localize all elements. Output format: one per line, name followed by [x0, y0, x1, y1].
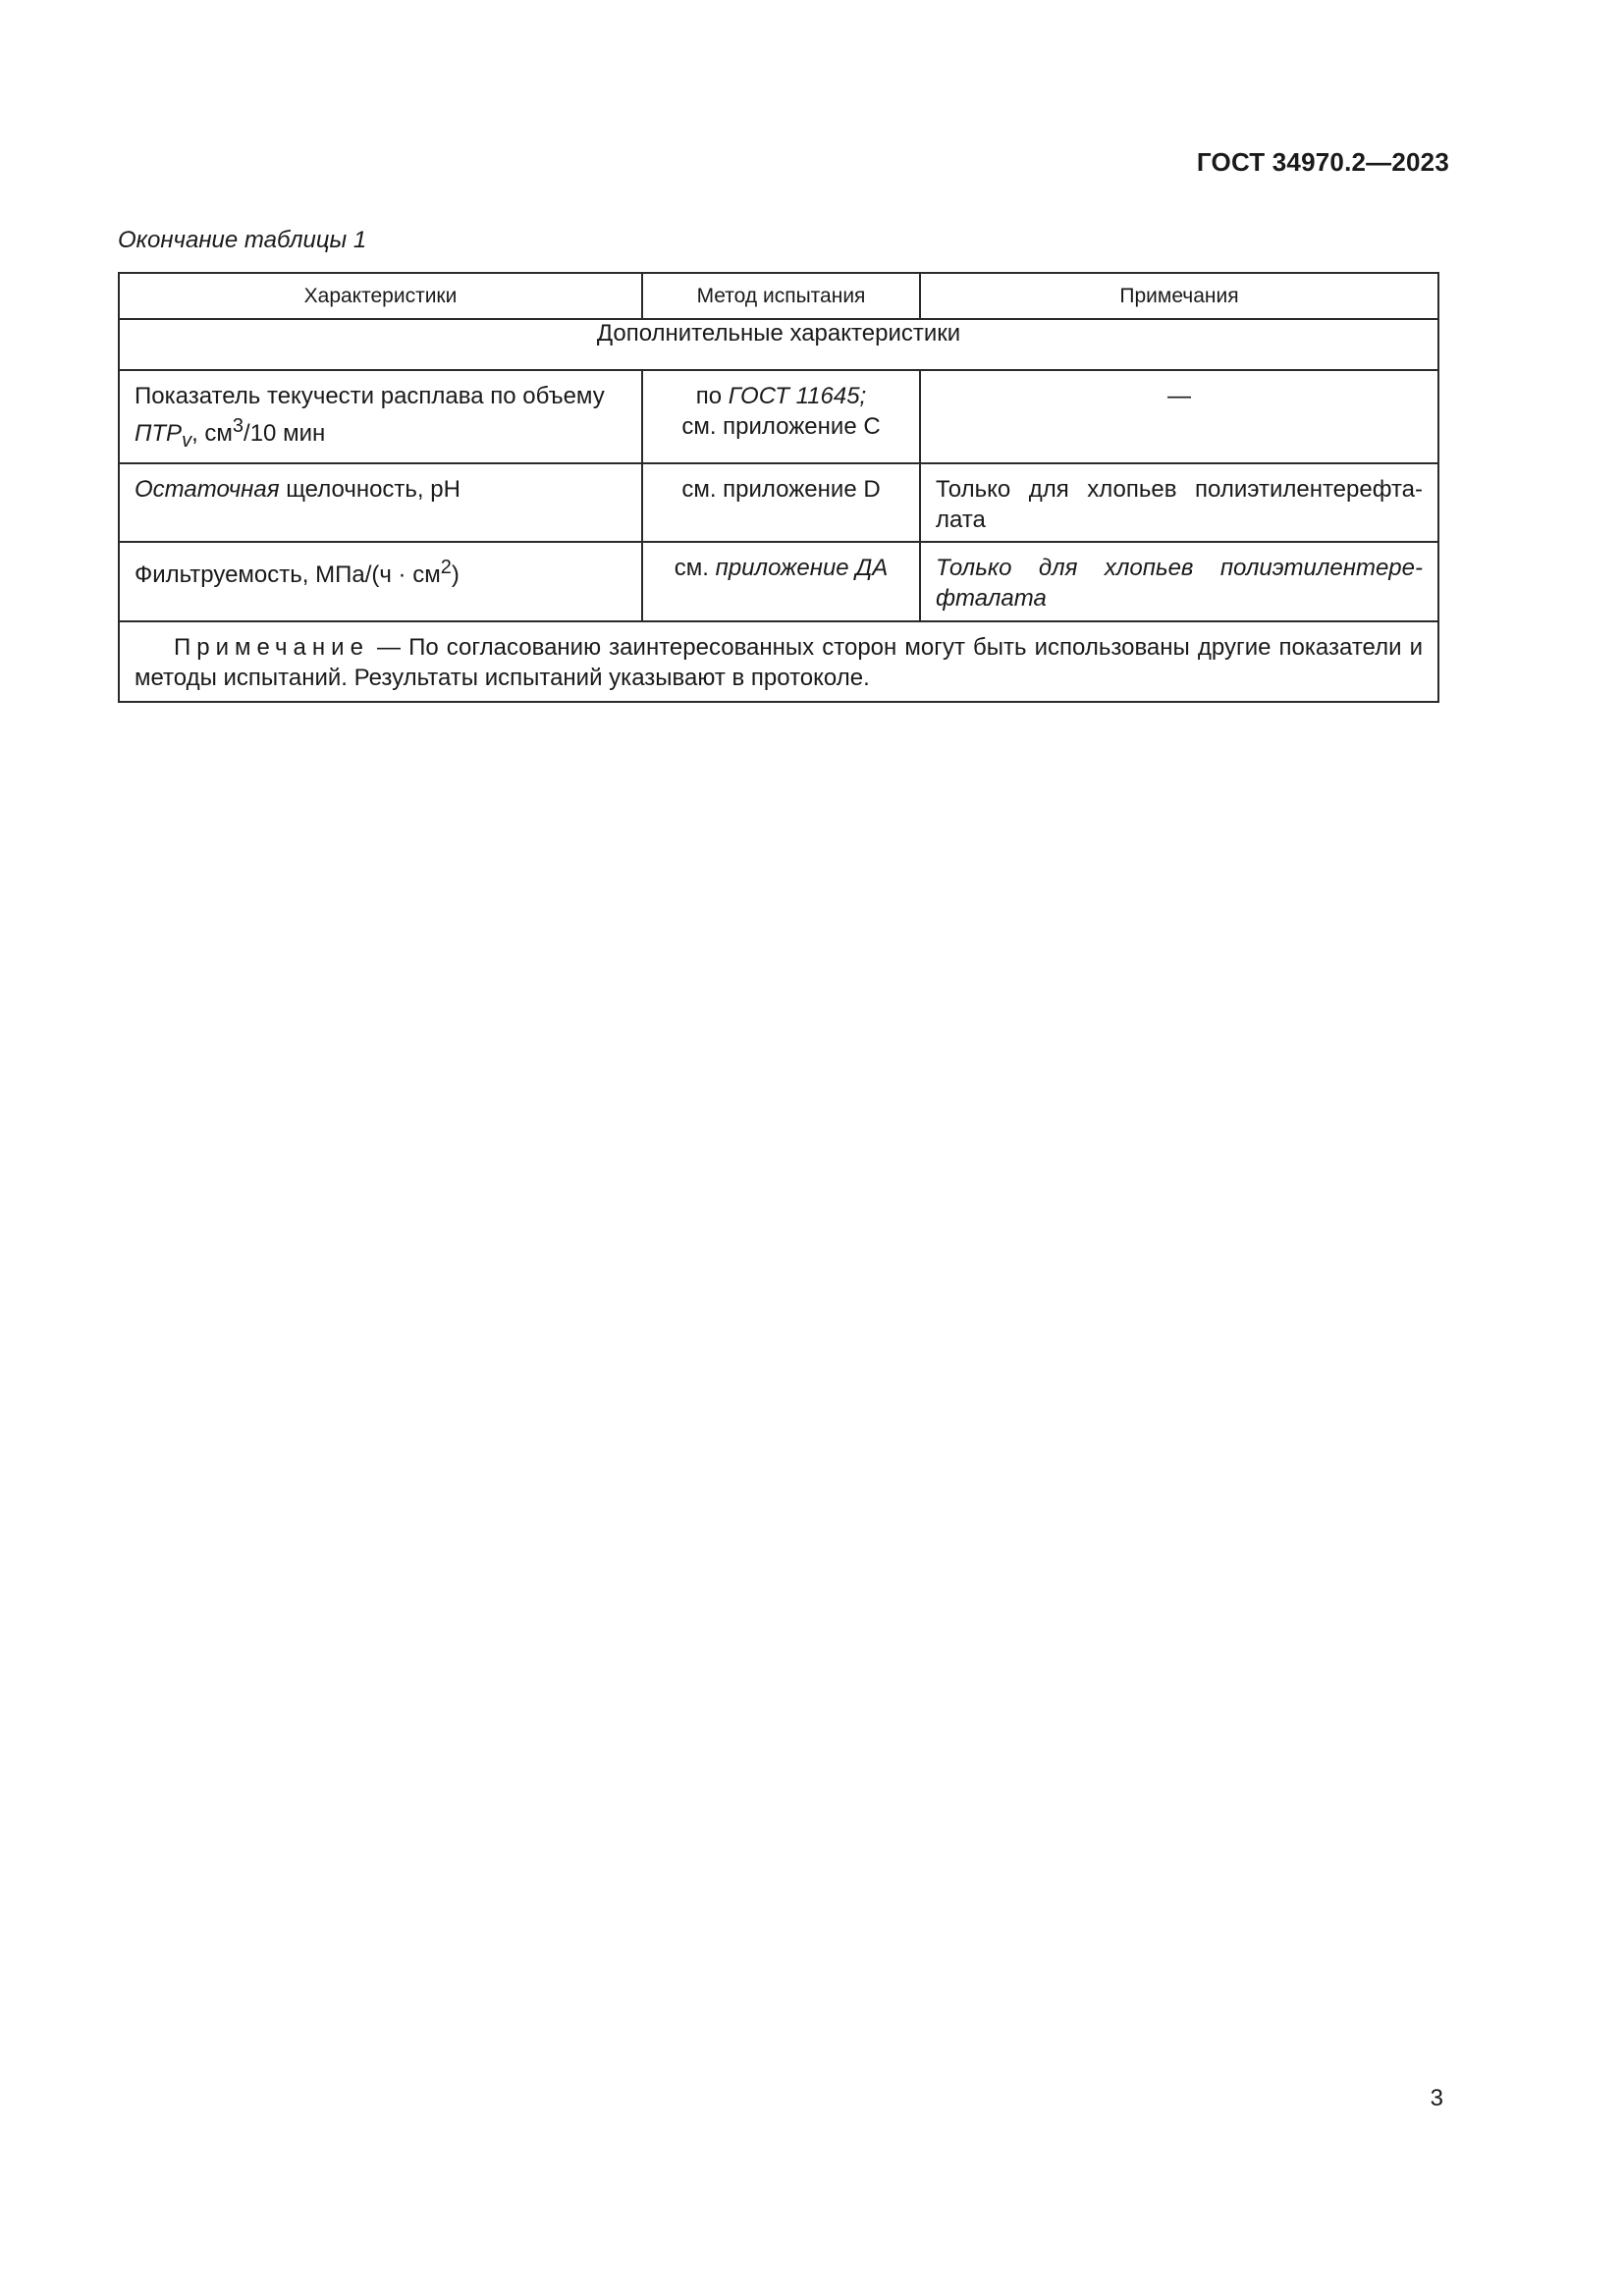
characteristics-table — [118, 272, 1439, 703]
characteristic-symbol: ПТР — [135, 420, 183, 447]
method-cell — [642, 370, 920, 463]
characteristic-text: Фильтруемость, МПа/(ч · см — [135, 561, 441, 588]
method-prefix: см. — [674, 554, 716, 581]
table-caption: Окончание таблицы 1 — [118, 227, 367, 253]
method-cell — [642, 542, 920, 621]
method-cell — [642, 463, 920, 542]
note-cell — [920, 370, 1438, 463]
note-text: Только для хлопьев полиэтилентерефта-лата — [936, 475, 1423, 533]
characteristic-text: щелочность, pH — [279, 475, 460, 503]
table-header-row — [119, 273, 1438, 319]
document-id: ГОСТ 34970.2—2023 — [1196, 147, 1449, 177]
note-cell — [920, 542, 1438, 621]
note-text: Только для хлопьев полиэтилентере-фталата — [936, 554, 1423, 612]
characteristic-unit: , см — [191, 420, 233, 447]
table-row — [119, 463, 1438, 542]
footnote-cell — [119, 621, 1438, 702]
method-text: см. приложение D — [681, 475, 881, 503]
footnote-label: Примечание — [174, 633, 369, 661]
characteristic-italic: Остаточная — [135, 475, 280, 503]
method-reference: ГОСТ 11645; — [728, 383, 867, 409]
characteristic-unit-suffix: /10 мин — [244, 420, 326, 447]
method-prefix: по — [695, 383, 729, 409]
header-test-method: Метод испытания — [642, 273, 920, 319]
characteristic-superscript: 2 — [440, 556, 452, 578]
method-appendix: приложение ДА — [715, 554, 889, 581]
table-row — [119, 542, 1438, 621]
characteristic-cell — [119, 370, 642, 463]
note-dash: — — [1167, 383, 1191, 409]
section-row — [119, 319, 1438, 370]
header-characteristics: Характеристики — [119, 273, 642, 319]
characteristic-text: Показатель текучести расплава по объему — [135, 383, 605, 409]
characteristic-cell — [119, 463, 642, 542]
table-row — [119, 370, 1438, 463]
footnote-text: — По согласованию заинтересованных сторон могут быть использованы другие показатели и методы испытаний. Результаты испытаний указывают в протоколе. — [135, 633, 1423, 691]
characteristic-close: ) — [451, 561, 460, 588]
characteristic-subscript: v — [182, 429, 192, 452]
characteristic-superscript: 3 — [232, 415, 244, 437]
method-appendix: см. приложение С — [681, 413, 881, 440]
note-cell — [920, 463, 1438, 542]
header-notes: Примечания — [920, 273, 1438, 319]
characteristic-cell — [119, 542, 642, 621]
footnote-row — [119, 621, 1438, 702]
section-title: Дополнительные характеристики — [119, 319, 1438, 370]
page-number: 3 — [1430, 2085, 1443, 2111]
